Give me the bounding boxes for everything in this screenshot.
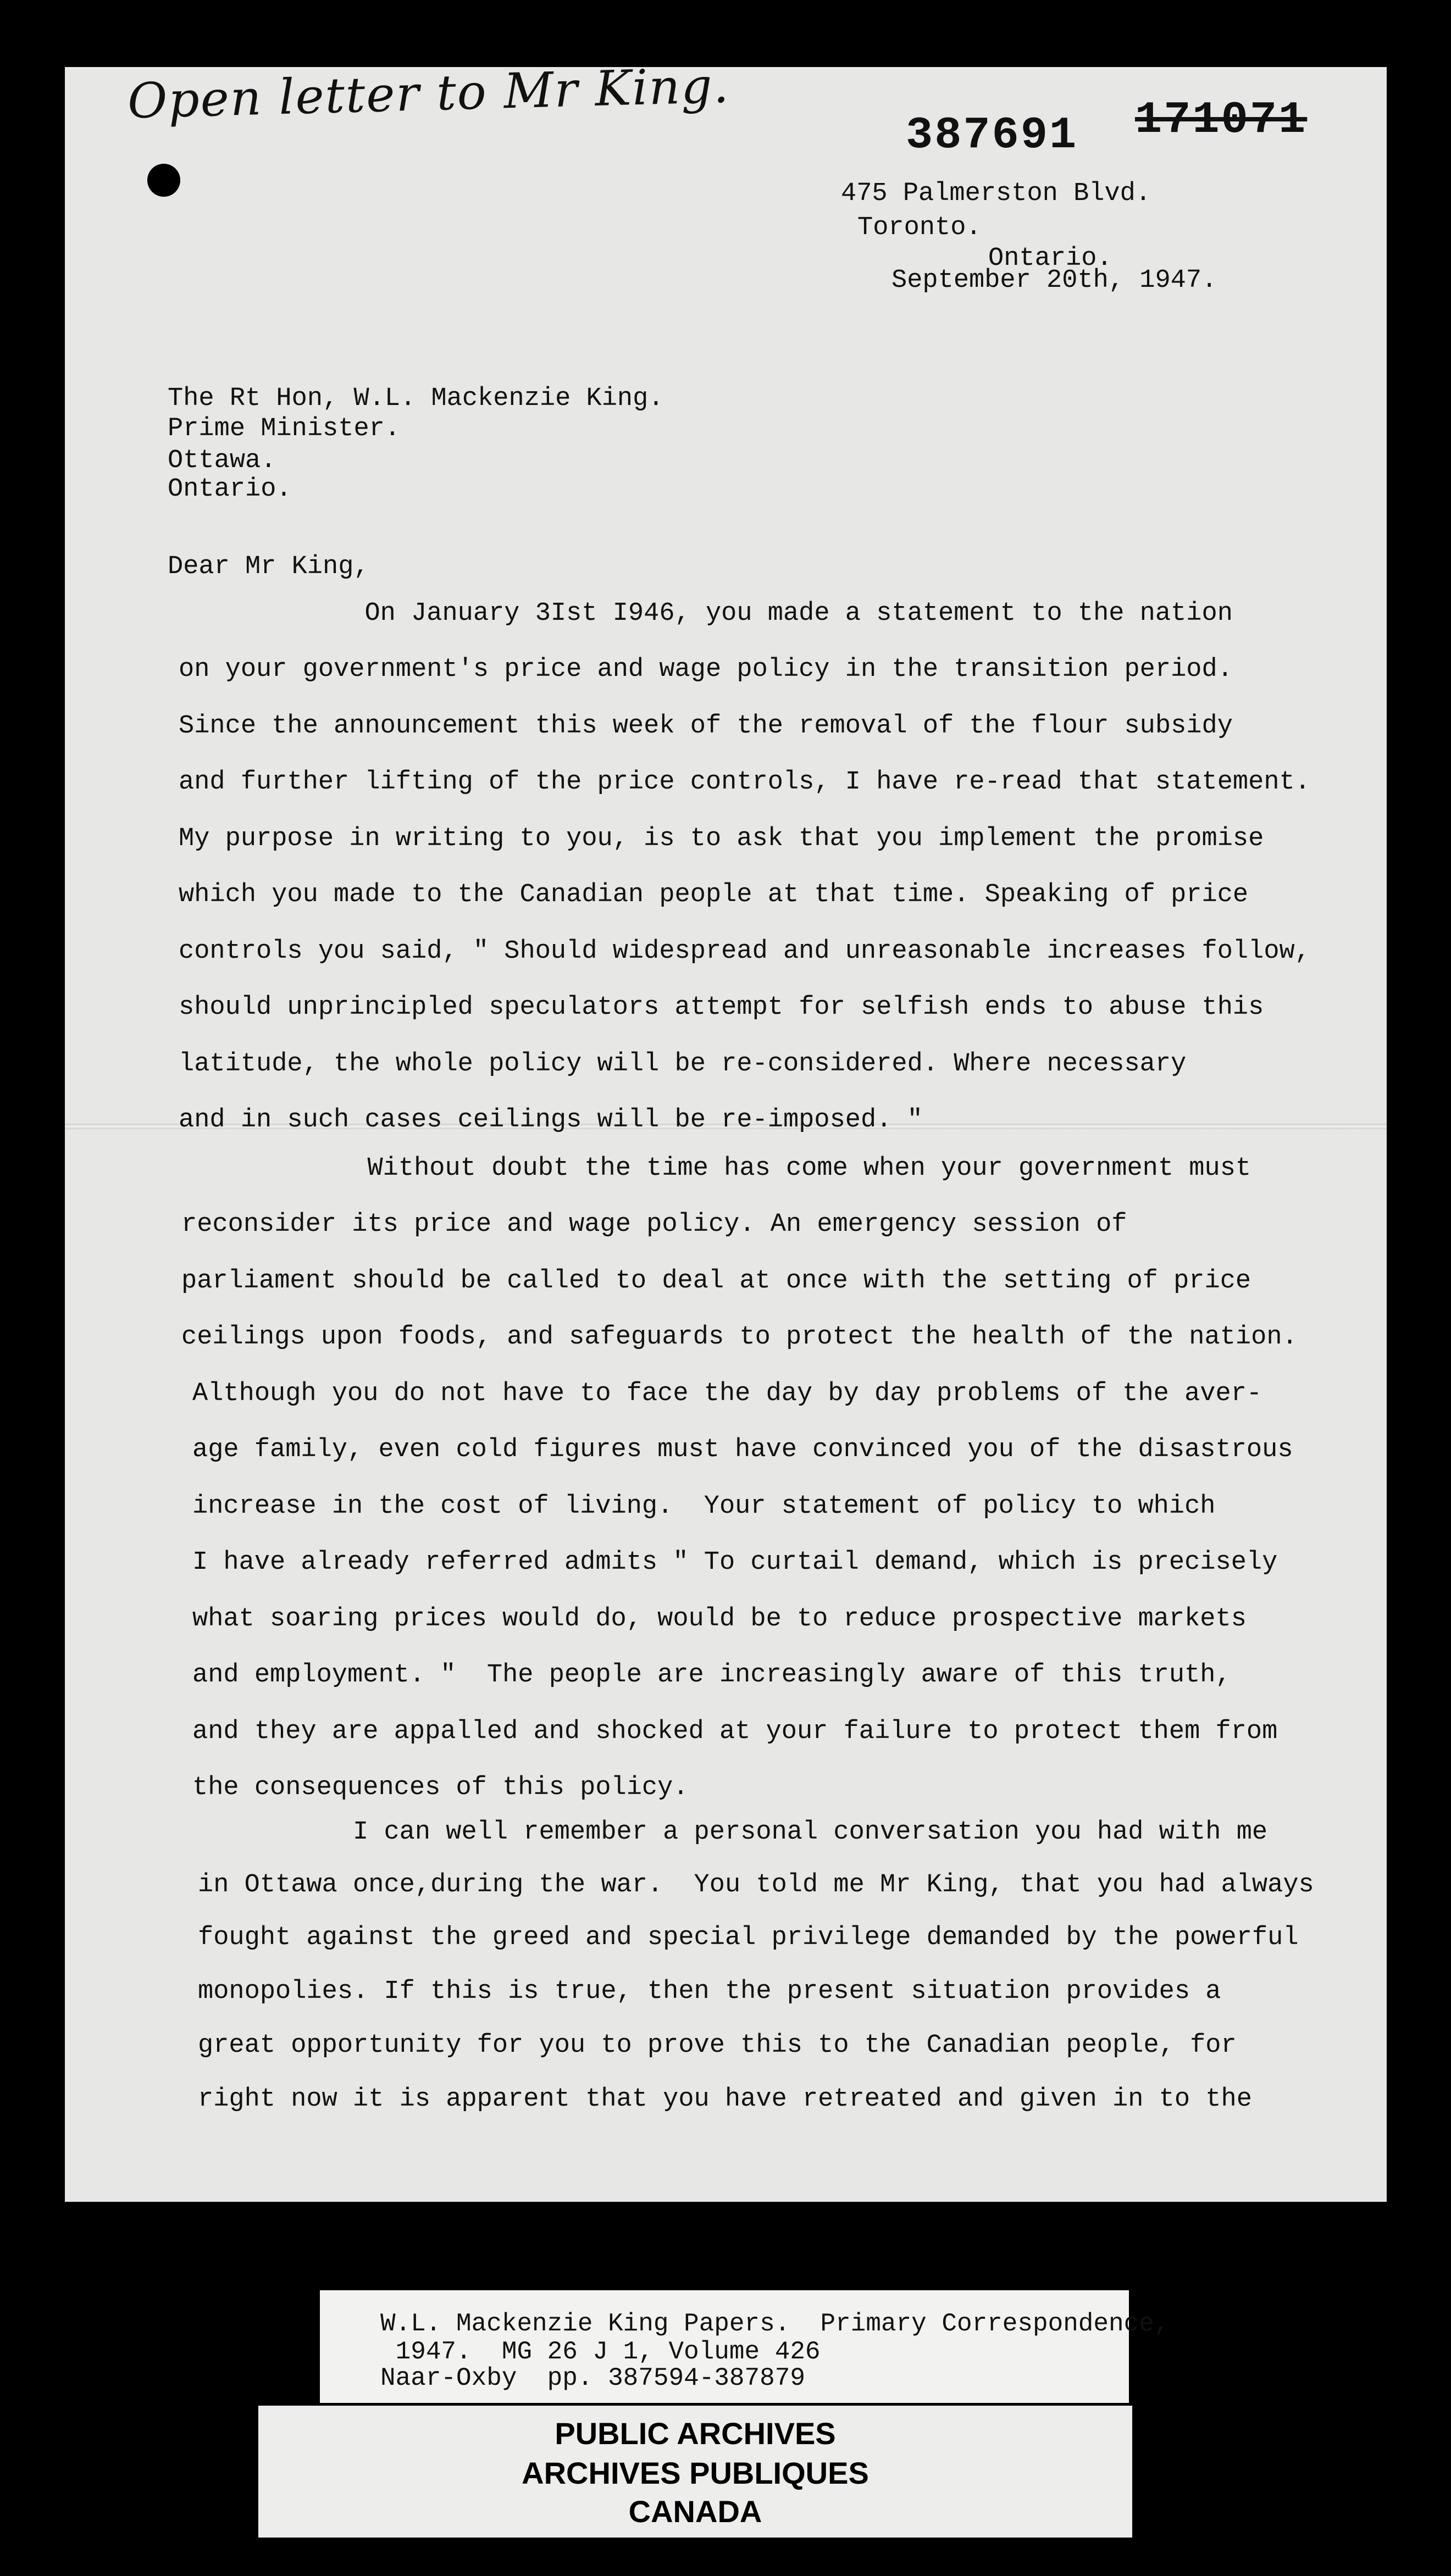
sender-city: Toronto. bbox=[857, 213, 982, 242]
body-line: and employment. " The people are increasingly aware of this truth, bbox=[192, 1661, 1231, 1690]
body-line: in Ottawa once,during the war. You told me Mr King, that you had always bbox=[198, 1870, 1314, 1900]
body-line: controls you said, " Should widespread and unreasonable increases follow, bbox=[179, 937, 1310, 966]
handwritten-note: Open letter to Mr King. bbox=[126, 57, 730, 130]
document-number: 387691 bbox=[906, 110, 1078, 161]
body-line: parliament should be called to deal at once with the setting of price bbox=[181, 1267, 1251, 1296]
body-line: On January 3Ist I946, you made a statement to the nation bbox=[179, 599, 1233, 628]
body-line: on your government's price and wage policy in the transition period. bbox=[179, 655, 1233, 684]
card-line: 1947. MG 26 J 1, Volume 426 bbox=[380, 2338, 821, 2366]
card-line: W.L. Mackenzie King Papers. Primary Correspondence, bbox=[380, 2309, 1170, 2338]
punch-hole bbox=[147, 164, 180, 197]
stamp-line: CANADA bbox=[628, 2494, 762, 2529]
recipient-title: Prime Minister. bbox=[168, 414, 401, 443]
body-line: and in such cases ceilings will be re-imposed. " bbox=[179, 1106, 923, 1135]
sender-street: 475 Palmerston Blvd. bbox=[841, 179, 1151, 208]
recipient-name: The Rt Hon, W.L. Mackenzie King. bbox=[168, 384, 664, 413]
body-line: right now it is apparent that you have retreated and given in to the bbox=[198, 2085, 1252, 2114]
recipient-city: Ottawa. bbox=[168, 446, 276, 475]
letter-date: September 20th, 1947. bbox=[891, 266, 1217, 295]
body-line: increase in the cost of living. Your statement of policy to which bbox=[192, 1492, 1216, 1521]
card-line: Naar-Oxby pp. 387594-387879 bbox=[380, 2364, 805, 2392]
body-line: monopolies. If this is true, then the present situation provides a bbox=[198, 1977, 1221, 2006]
body-line: I have already referred admits " To curtail demand, which is precisely bbox=[192, 1548, 1278, 1577]
body-line: great opportunity for you to prove this to the Canadian people, for bbox=[198, 2031, 1237, 2060]
body-line: which you made to the Canadian people at that time. Speaking of price bbox=[179, 880, 1249, 909]
stamp-line: ARCHIVES PUBLIQUES bbox=[522, 2456, 869, 2490]
body-line: and further lifting of the price controls, I have re-read that statement. bbox=[179, 768, 1310, 797]
stamp-line: PUBLIC ARCHIVES bbox=[555, 2416, 836, 2451]
body-line: age family, even cold figures must have convinced you of the disastrous bbox=[192, 1435, 1293, 1464]
body-line: the consequences of this policy. bbox=[192, 1773, 689, 1802]
body-line: fought against the greed and special privilege demanded by the powerful bbox=[198, 1923, 1299, 1952]
body-line: latitude, the whole policy will be re-considered. Where necessary bbox=[179, 1050, 1187, 1079]
body-line: should unprincipled speculators attempt for selfish ends to abuse this bbox=[179, 993, 1264, 1022]
body-line: and they are appalled and shocked at your failure to protect them from bbox=[192, 1717, 1278, 1746]
sender-province: Ontario. bbox=[988, 244, 1112, 273]
body-line: Although you do not have to face the day by day problems of the aver- bbox=[192, 1379, 1262, 1408]
superseded-number: 171071 bbox=[1135, 95, 1308, 146]
body-line: My purpose in writing to you, is to ask that you implement the promise bbox=[179, 824, 1264, 853]
body-line: reconsider its price and wage policy. An emergency session of bbox=[181, 1210, 1127, 1239]
body-line: Without doubt the time has come when your government must bbox=[181, 1154, 1251, 1183]
body-line: Since the announcement this week of the removal of the flour subsidy bbox=[179, 712, 1233, 741]
recipient-province: Ontario. bbox=[168, 475, 292, 504]
salutation: Dear Mr King, bbox=[168, 552, 369, 581]
body-line: ceilings upon foods, and safeguards to protect the health of the nation. bbox=[181, 1323, 1298, 1352]
body-line: what soaring prices would do, would be to reduce prospective markets bbox=[192, 1605, 1247, 1634]
archive-reference-card bbox=[320, 2290, 1170, 2403]
archives-stamp bbox=[258, 2406, 1132, 2538]
body-line: I can well remember a personal conversation you had with me bbox=[198, 1818, 1268, 1847]
